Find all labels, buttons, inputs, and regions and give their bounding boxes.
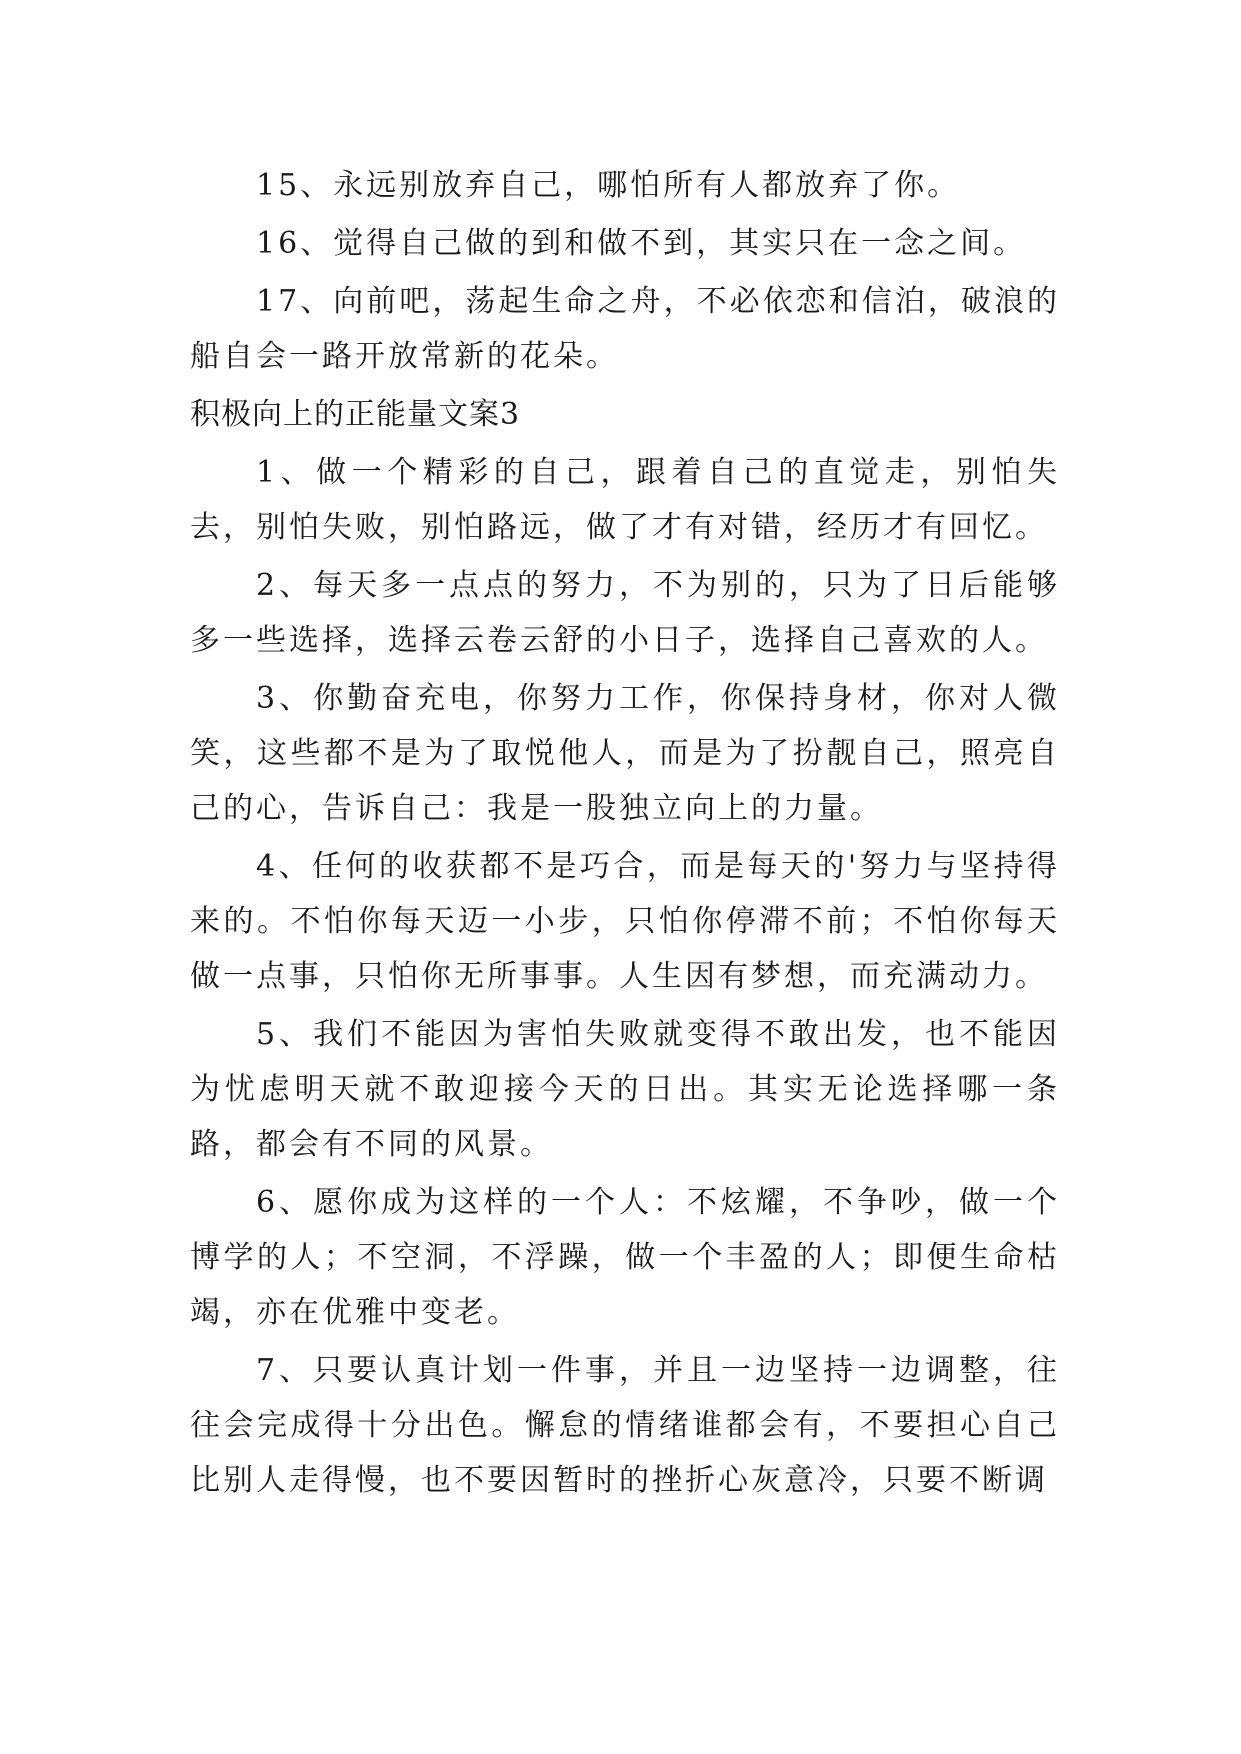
section-title: 积极向上的正能量文案3	[190, 397, 521, 432]
section-paragraph-4: 4、任何的收获都不是巧合，而是每天的'努力与坚持得来的。不怕你每天迈一小步，只怕你停滞不前；不怕你每天做一点事，只怕你无所事事。人生因有梦想，而充满动力。	[190, 849, 1060, 994]
section-paragraph-1: 1、做一个精彩的自己，跟着自己的直觉走，别怕失去，别怕失败，别怕路远，做了才有对错，经历才有回忆。	[190, 455, 1060, 545]
paragraph-17: 17、向前吧，荡起生命之舟，不必依恋和信泊，破浪的船自会一路开放常新的花朵。	[190, 284, 1060, 374]
section-paragraph-7: 7、只要认真计划一件事，并且一边坚持一边调整，往往会完成得十分出色。懈怠的情绪谁都会有，不要担心自己比别人走得慢，也不要因暂时的挫折心灰意冷，只要不断调	[190, 1353, 1060, 1498]
section-paragraph-3: 3、你勤奋充电，你努力工作，你保持身材，你对人微笑，这些都不是为了取悦他人，而是为了扮靓自己，照亮自己的心，告诉自己：我是一股独立向上的力量。	[190, 681, 1060, 826]
document-body	[190, 158, 1060, 1508]
paragraph-16: 16、觉得自己做的到和做不到，其实只在一念之间。	[256, 226, 1027, 261]
paragraph-15: 15、永远别放弃自己，哪怕所有人都放弃了你。	[256, 168, 961, 203]
section-paragraph-5: 5、我们不能因为害怕失败就变得不敢出发，也不能因为忧虑明天就不敢迎接今天的日出。其实无论选择哪一条路，都会有不同的风景。	[190, 1017, 1060, 1162]
section-paragraph-2: 2、每天多一点点的努力，不为别的，只为了日后能够多一些选择，选择云卷云舒的小日子，选择自己喜欢的人。	[190, 568, 1060, 658]
section-paragraph-6: 6、愿你成为这样的一个人：不炫耀，不争吵，做一个博学的人；不空洞，不浮躁，做一个丰盈的人；即便生命枯竭，亦在优雅中变老。	[190, 1185, 1060, 1330]
